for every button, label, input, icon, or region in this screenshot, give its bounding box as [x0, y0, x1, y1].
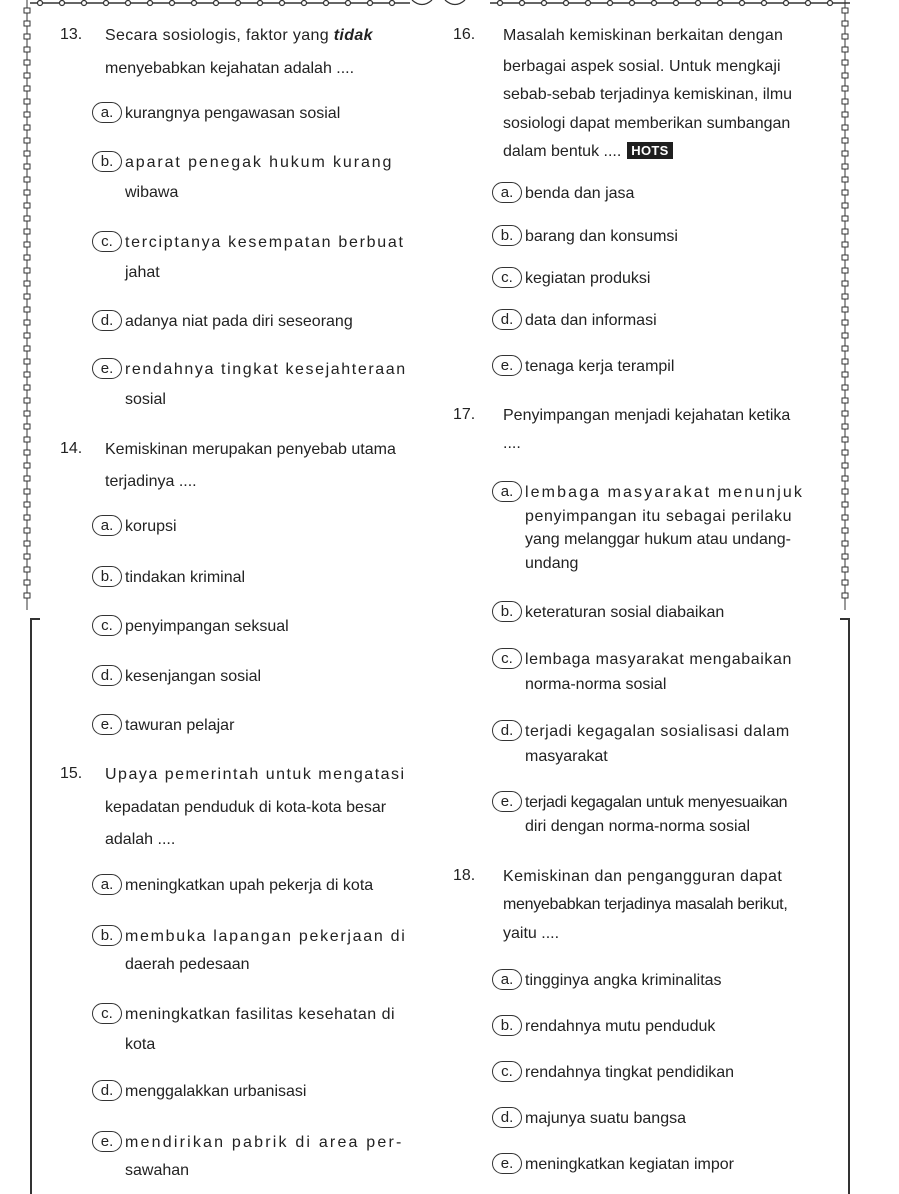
- option-letter: d.: [492, 309, 522, 330]
- border-tick: [842, 463, 848, 468]
- border-tick: [24, 593, 30, 598]
- stem-line-2: kepadatan penduduk di kota-kota besar: [105, 798, 387, 816]
- option-letter: b.: [92, 566, 122, 587]
- option-text-line-1: aparat penegak hukum kurang: [125, 154, 394, 171]
- option-text-line-2: penyimpangan itu sebagai perilaku: [525, 507, 793, 525]
- border-tick: [24, 359, 30, 364]
- border-tick: [842, 476, 848, 481]
- option-text: benda dan jasa: [525, 185, 635, 202]
- option-text: kesenjangan sosial: [125, 668, 262, 685]
- border-tick: [24, 476, 30, 481]
- option-text-line-2: diri dengan norma-norma sosial: [525, 817, 750, 835]
- border-tick: [842, 411, 848, 416]
- stem-line-1: Kemiskinan merupakan penyebab utama: [105, 441, 396, 458]
- question-17-number: 17.: [453, 406, 476, 423]
- question-17-stem: [503, 404, 828, 455]
- question-13-stem: [105, 24, 432, 80]
- border-tick: [24, 242, 30, 247]
- question-15-option-a[interactable]: [98, 874, 433, 898]
- border-tick: [842, 450, 848, 455]
- border-tick: [842, 281, 848, 286]
- border-tick: [842, 164, 848, 169]
- border-tick: [842, 34, 848, 39]
- option-letter: d.: [92, 310, 122, 331]
- option-text: barang dan konsumsi: [525, 228, 678, 245]
- border-tick: [842, 502, 848, 507]
- question-16-option-c[interactable]: [498, 267, 833, 291]
- border-tick: [842, 580, 848, 585]
- border-tick: [24, 216, 30, 221]
- border-tick: [24, 502, 30, 507]
- question-15-stem: [105, 763, 435, 852]
- border-tick: [842, 21, 848, 26]
- question-18-option-e[interactable]: [498, 1153, 833, 1177]
- question-15-number: 15.: [60, 765, 83, 782]
- question-16-option-a[interactable]: [498, 182, 833, 206]
- border-tick: [842, 528, 848, 533]
- border-tick: [24, 528, 30, 533]
- question-18-option-b[interactable]: [498, 1015, 833, 1039]
- border-tick: [24, 385, 30, 390]
- border-tick: [842, 203, 848, 208]
- option-text-line-2: masyarakat: [525, 747, 608, 765]
- question-13-option-e[interactable]: [98, 358, 433, 411]
- border-tick: [842, 515, 848, 520]
- question-17-option-a[interactable]: [498, 481, 833, 575]
- option-text: rendahnya tingkat pendidikan: [525, 1064, 735, 1081]
- stem-line-1: Kemiskinan dan pengangguran dapat: [503, 868, 783, 885]
- option-text: kegiatan produksi: [525, 270, 651, 287]
- option-text-line-2: daerah pedesaan: [125, 955, 250, 973]
- border-tick: [24, 203, 30, 208]
- option-text-line-1: lembaga masyarakat menunjuk: [525, 484, 805, 501]
- option-text: tawuran pelajar: [125, 717, 235, 734]
- option-text-line-1: meningkatkan fasilitas kesehatan di: [125, 1006, 396, 1023]
- border-tick: [842, 242, 848, 247]
- border-tick: [24, 320, 30, 325]
- option-letter: d.: [92, 665, 122, 686]
- question-16-stem: [503, 24, 828, 164]
- border-tick: [24, 424, 30, 429]
- border-tick: [842, 541, 848, 546]
- question-17-option-b[interactable]: [498, 601, 833, 625]
- question-14-option-d[interactable]: [98, 665, 433, 689]
- border-tick: [24, 151, 30, 156]
- border-tick: [24, 138, 30, 143]
- option-text: rendahnya mutu penduduk: [525, 1018, 716, 1035]
- option-text: majunya suatu bangsa: [525, 1110, 686, 1127]
- border-tick: [24, 333, 30, 338]
- option-text: adanya niat pada diri seseorang: [125, 313, 353, 330]
- option-text-line-2: kota: [125, 1035, 156, 1053]
- border-tick: [24, 73, 30, 78]
- border-tick: [842, 554, 848, 559]
- border-tick: [842, 229, 848, 234]
- border-tick: [24, 307, 30, 312]
- border-tick: [24, 112, 30, 117]
- option-text: tingginya angka kriminalitas: [525, 972, 722, 989]
- border-tick: [24, 281, 30, 286]
- border-tick: [842, 47, 848, 52]
- border-tick: [24, 86, 30, 91]
- border-tick: [842, 73, 848, 78]
- border-tick: [842, 86, 848, 91]
- option-letter: c.: [492, 648, 522, 669]
- option-letter: d.: [492, 1107, 522, 1128]
- option-text-line-2: sawahan: [125, 1161, 190, 1179]
- option-letter: a.: [92, 515, 122, 536]
- border-tick: [24, 164, 30, 169]
- question-14-option-c[interactable]: [98, 615, 433, 639]
- right-border-decoration: [838, 0, 852, 610]
- option-letter: e.: [492, 791, 522, 812]
- option-text-line-1: membuka lapangan pekerjaan di: [125, 928, 407, 945]
- border-tick: [24, 437, 30, 442]
- option-text-line-4: undang: [525, 554, 579, 572]
- option-letter: e.: [492, 355, 522, 376]
- border-tick: [842, 268, 848, 273]
- option-text: penyimpangan seksual: [125, 618, 289, 635]
- option-text-line-1: terjadi kegagalan sosialisasi dalam: [525, 723, 790, 740]
- border-tick: [842, 60, 848, 65]
- border-tick: [842, 333, 848, 338]
- border-tick: [24, 125, 30, 130]
- border-tick: [24, 255, 30, 260]
- question-15-option-c[interactable]: [98, 1003, 433, 1056]
- option-letter: b.: [492, 1015, 522, 1036]
- border-tick: [842, 138, 848, 143]
- border-tick: [842, 593, 848, 598]
- question-18-option-a[interactable]: [498, 969, 833, 993]
- border-tick: [24, 8, 30, 13]
- question-14-option-a[interactable]: [98, 515, 433, 539]
- border-tick: [842, 320, 848, 325]
- option-text-line-1: rendahnya tingkat kesejahteraan: [125, 361, 407, 378]
- stem-line-2: berbagai aspek sosial. Untuk mengkaji: [503, 57, 781, 75]
- question-17-option-c[interactable]: [498, 648, 833, 696]
- border-tick: [842, 489, 848, 494]
- border-tick: [842, 151, 848, 156]
- border-tick: [842, 385, 848, 390]
- border-tick: [24, 190, 30, 195]
- option-letter: a.: [92, 874, 122, 895]
- border-tick: [24, 21, 30, 26]
- question-15-option-e[interactable]: [98, 1131, 433, 1182]
- border-tick: [842, 99, 848, 104]
- question-18-number: 18.: [453, 867, 476, 884]
- question-18-stem: [503, 865, 828, 946]
- border-tick: [842, 359, 848, 364]
- option-text: data dan informasi: [525, 312, 657, 329]
- border-tick: [24, 177, 30, 182]
- border-tick: [842, 307, 848, 312]
- border-tick: [842, 125, 848, 130]
- option-letter: c.: [492, 267, 522, 288]
- stem-line-1: Penyimpangan menjadi kejahatan ketika: [503, 407, 791, 424]
- border-tick: [842, 112, 848, 117]
- border-tick: [24, 346, 30, 351]
- option-letter: e.: [92, 714, 122, 735]
- question-13-option-c[interactable]: [98, 231, 433, 284]
- border-tick: [24, 294, 30, 299]
- border-tick: [842, 216, 848, 221]
- option-letter: a.: [492, 481, 522, 502]
- left-border-decoration: [20, 0, 34, 610]
- option-text: menggalakkan urbanisasi: [125, 1083, 307, 1100]
- option-text-line-3: yang melanggar hukum atau undang-: [525, 531, 791, 548]
- question-15-option-b[interactable]: [98, 925, 433, 976]
- border-tick: [842, 294, 848, 299]
- border-tick: [24, 554, 30, 559]
- border-tick: [24, 450, 30, 455]
- option-text: tindakan kriminal: [125, 569, 246, 586]
- stem-line-1: Masalah kemiskinan berkaitan dengan: [503, 27, 784, 44]
- question-15-option-d[interactable]: [98, 1080, 433, 1104]
- stem-line-3: yaitu ....: [503, 925, 560, 942]
- stem-line-2: menyebabkan terjadinya masalah berikut,: [503, 895, 788, 913]
- border-tick: [24, 229, 30, 234]
- border-tick: [842, 372, 848, 377]
- border-tick: [24, 580, 30, 585]
- question-14-option-e[interactable]: [98, 714, 433, 738]
- border-tick: [24, 99, 30, 104]
- option-text-line-2: norma-norma sosial: [525, 675, 667, 693]
- question-18-option-d[interactable]: [498, 1107, 833, 1131]
- option-letter: b.: [92, 925, 122, 946]
- question-14-stem: [105, 438, 435, 493]
- border-tick: [842, 190, 848, 195]
- question-17-option-e[interactable]: [498, 791, 833, 838]
- stem-emphasis: tidak: [333, 27, 373, 44]
- option-letter: c.: [92, 615, 122, 636]
- question-13-option-d[interactable]: [98, 310, 433, 334]
- question-13-number: 13.: [60, 26, 83, 43]
- option-text: meningkatkan upah pekerja di kota: [125, 877, 374, 894]
- option-letter: e.: [92, 1131, 122, 1152]
- option-text-line-2: jahat: [125, 263, 160, 281]
- border-tick: [24, 515, 30, 520]
- option-text: kurangnya pengawasan sosial: [125, 105, 341, 122]
- stem-line-5: dalam bentuk ....: [503, 143, 622, 160]
- question-16-option-e[interactable]: [498, 355, 833, 379]
- question-14-number: 14.: [60, 440, 83, 457]
- stem-text: Secara sosiologis, faktor yang: [105, 27, 334, 44]
- border-tick: [842, 255, 848, 260]
- border-tick: [24, 489, 30, 494]
- border-tick: [24, 47, 30, 52]
- border-tick: [842, 437, 848, 442]
- option-letter: c.: [92, 1003, 122, 1024]
- stem-line-2: terjadinya ....: [105, 472, 197, 490]
- border-tick: [842, 567, 848, 572]
- border-tick: [842, 424, 848, 429]
- option-letter: b.: [92, 151, 122, 172]
- option-letter: b.: [492, 601, 522, 622]
- question-16-option-b[interactable]: [498, 225, 833, 249]
- border-tick: [24, 411, 30, 416]
- option-letter: c.: [492, 1061, 522, 1082]
- border-tick: [24, 541, 30, 546]
- option-text: tenaga kerja terampil: [525, 358, 675, 375]
- stem-line-2: menyebabkan kejahatan adalah ....: [105, 59, 355, 77]
- option-text-line-1: terjadi kegagalan untuk menyesuaikan: [525, 794, 788, 811]
- stem-line-3: sebab-sebab terjadinya kemiskinan, ilmu: [503, 86, 793, 103]
- option-letter: a.: [492, 182, 522, 203]
- border-tick: [842, 8, 848, 13]
- border-tick: [24, 60, 30, 65]
- stem-line-4: sosiologi dapat memberikan sumbangan: [503, 114, 791, 132]
- option-text: korupsi: [125, 518, 177, 535]
- question-13-option-a[interactable]: [98, 102, 433, 126]
- option-letter: d.: [92, 1080, 122, 1101]
- option-letter: d.: [492, 720, 522, 741]
- option-text-line-1: lembaga masyarakat mengabaikan: [525, 651, 793, 668]
- option-text-line-2: wibawa: [125, 183, 179, 201]
- option-letter: a.: [92, 102, 122, 123]
- question-13-option-b[interactable]: [98, 151, 433, 204]
- question-16-number: 16.: [453, 26, 476, 43]
- hots-badge: HOTS: [627, 142, 672, 159]
- border-tick: [842, 177, 848, 182]
- border-tick: [24, 567, 30, 572]
- option-letter: c.: [92, 231, 122, 252]
- right-page-edge: [848, 618, 850, 1194]
- stem-line-3: adalah ....: [105, 831, 176, 848]
- question-18-option-c[interactable]: [498, 1061, 833, 1085]
- option-letter: a.: [492, 969, 522, 990]
- stem-line-2: ....: [503, 434, 521, 452]
- border-tick: [24, 398, 30, 403]
- border-tick: [24, 268, 30, 273]
- option-text-line-2: sosial: [125, 390, 166, 408]
- option-text: keteraturan sosial diabaikan: [525, 604, 725, 621]
- left-page-edge: [30, 618, 32, 1194]
- border-tick: [842, 398, 848, 403]
- option-text-line-1: terciptanya kesempatan berbuat: [125, 234, 405, 251]
- border-tick: [24, 34, 30, 39]
- top-border-decoration: [0, 0, 899, 10]
- option-text: meningkatkan kegiatan impor: [525, 1156, 735, 1173]
- option-letter: e.: [92, 358, 122, 379]
- option-letter: e.: [492, 1153, 522, 1174]
- question-16-option-d[interactable]: [498, 309, 833, 333]
- option-letter: b.: [492, 225, 522, 246]
- question-17-option-d[interactable]: [498, 720, 833, 768]
- border-tick: [24, 463, 30, 468]
- stem-line-1: Upaya pemerintah untuk mengatasi: [105, 766, 406, 783]
- border-tick: [24, 372, 30, 377]
- border-tick: [842, 346, 848, 351]
- option-text-line-1: mendirikan pabrik di area per-: [125, 1134, 404, 1151]
- question-14-option-b[interactable]: [98, 566, 433, 590]
